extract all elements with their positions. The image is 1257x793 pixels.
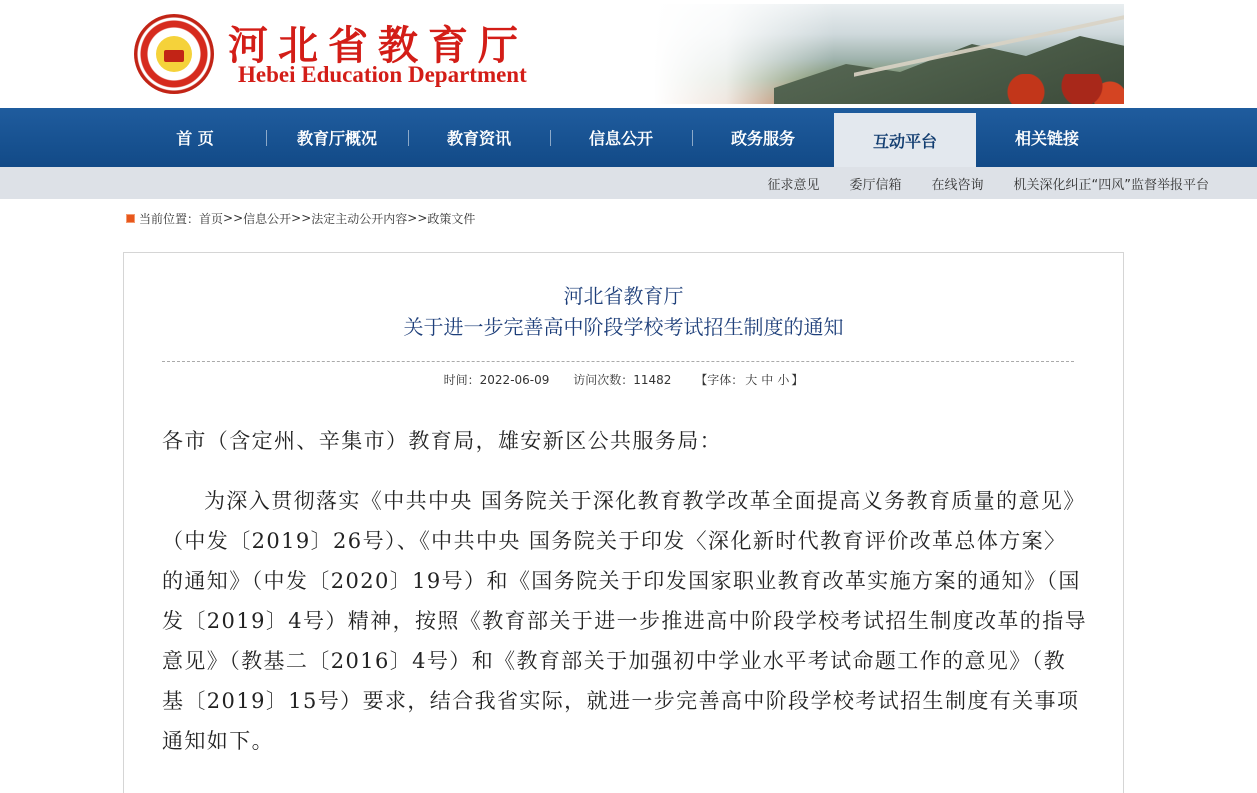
nav-item-interaction[interactable]: 互动平台 bbox=[834, 113, 976, 167]
nav-item-gov-services[interactable]: 政务服务 bbox=[692, 108, 834, 167]
article-title-line2: 关于进一步完善高中阶段学校考试招生制度的通知 bbox=[403, 315, 844, 339]
visit-count: 访问次数：11482 bbox=[573, 373, 672, 387]
location-icon bbox=[126, 214, 135, 223]
subnav-item-solicit-opinions[interactable]: 征求意见 bbox=[767, 177, 820, 193]
article-title bbox=[124, 281, 1123, 343]
article-panel bbox=[123, 252, 1124, 793]
salutation: 各市（含定州、辛集市）教育局，雄安新区公共服务局： bbox=[162, 429, 722, 453]
nav-item-news[interactable]: 教育资讯 bbox=[408, 108, 550, 167]
body-paragraph: 为深入贯彻落实《中共中央 国务院关于深化教育教学改革全面提高义务教育质量的意见》（中发〔2019〕26号）、《中共中央 国务院关于印发〈深化新时代教育评价改革总体方案〉的通知》（中发〔2020〕19号）和《国务院关于印发国家职业教育改革实施方案的通知》（国发〔2019〕4号）精神，按照《教育部关于进一步推进高中阶段学校考试招生制度改革的指导意见》（教基二〔2016〕4号）和《教育部关于加强初中学业水平考试命题工作的意见》（教基〔2019〕15号）要求，结合我省实际，就进一步完善高中阶段学校考试招生制度有关事项通知如下。 bbox=[162, 489, 1088, 753]
breadcrumb-separator: >> bbox=[407, 211, 428, 225]
nav-item-home[interactable]: 首 页 bbox=[176, 129, 214, 148]
subnav-item-report-platform[interactable]: 机关深化纠正“四风”监督举报平台 bbox=[1013, 177, 1209, 193]
logo-emblem-icon[interactable] bbox=[134, 14, 214, 94]
subnav-item-online-consult[interactable]: 在线咨询 bbox=[931, 177, 984, 193]
breadcrumb-policy-documents[interactable]: 政策文件 bbox=[427, 211, 476, 226]
publish-time: 时间：2022-06-09 bbox=[443, 373, 550, 387]
nav-item-info-disclosure[interactable]: 信息公开 bbox=[550, 108, 692, 167]
subnav-item-mailbox[interactable]: 委厅信箱 bbox=[849, 177, 902, 193]
great-wall-banner bbox=[654, 4, 1124, 104]
breadcrumb-home[interactable]: 首页 bbox=[199, 211, 224, 226]
font-size-large[interactable]: 大 bbox=[745, 373, 758, 387]
sub-nav bbox=[0, 167, 1257, 199]
nav-item-links[interactable]: 相关链接 bbox=[1014, 129, 1079, 148]
breadcrumb-separator: >> bbox=[291, 211, 312, 225]
nav-item-overview[interactable]: 教育厅概况 bbox=[266, 108, 408, 167]
title-divider bbox=[162, 361, 1074, 362]
article-meta bbox=[124, 371, 1123, 388]
font-size-control: 【字体： 大 中 小 】 bbox=[695, 373, 804, 387]
article-body bbox=[162, 421, 1087, 761]
header-inner bbox=[124, 0, 1124, 108]
breadcrumb-separator: >> bbox=[223, 211, 244, 225]
site-header bbox=[0, 0, 1257, 108]
breadcrumb-statutory-content[interactable]: 法定主动公开内容 bbox=[311, 211, 408, 226]
breadcrumb-prefix: 当前位置： bbox=[139, 211, 200, 226]
breadcrumb-info-disclosure[interactable]: 信息公开 bbox=[243, 211, 292, 226]
main-nav bbox=[0, 108, 1257, 167]
font-size-small[interactable]: 小 bbox=[777, 373, 790, 387]
font-size-medium[interactable]: 中 bbox=[761, 373, 774, 387]
site-title-cn[interactable]: 河北省教育厅 bbox=[228, 22, 528, 69]
breadcrumb bbox=[126, 210, 475, 226]
site-title-en[interactable]: Hebei Education Department bbox=[238, 62, 527, 87]
article-title-line1: 河北省教育厅 bbox=[563, 284, 684, 308]
